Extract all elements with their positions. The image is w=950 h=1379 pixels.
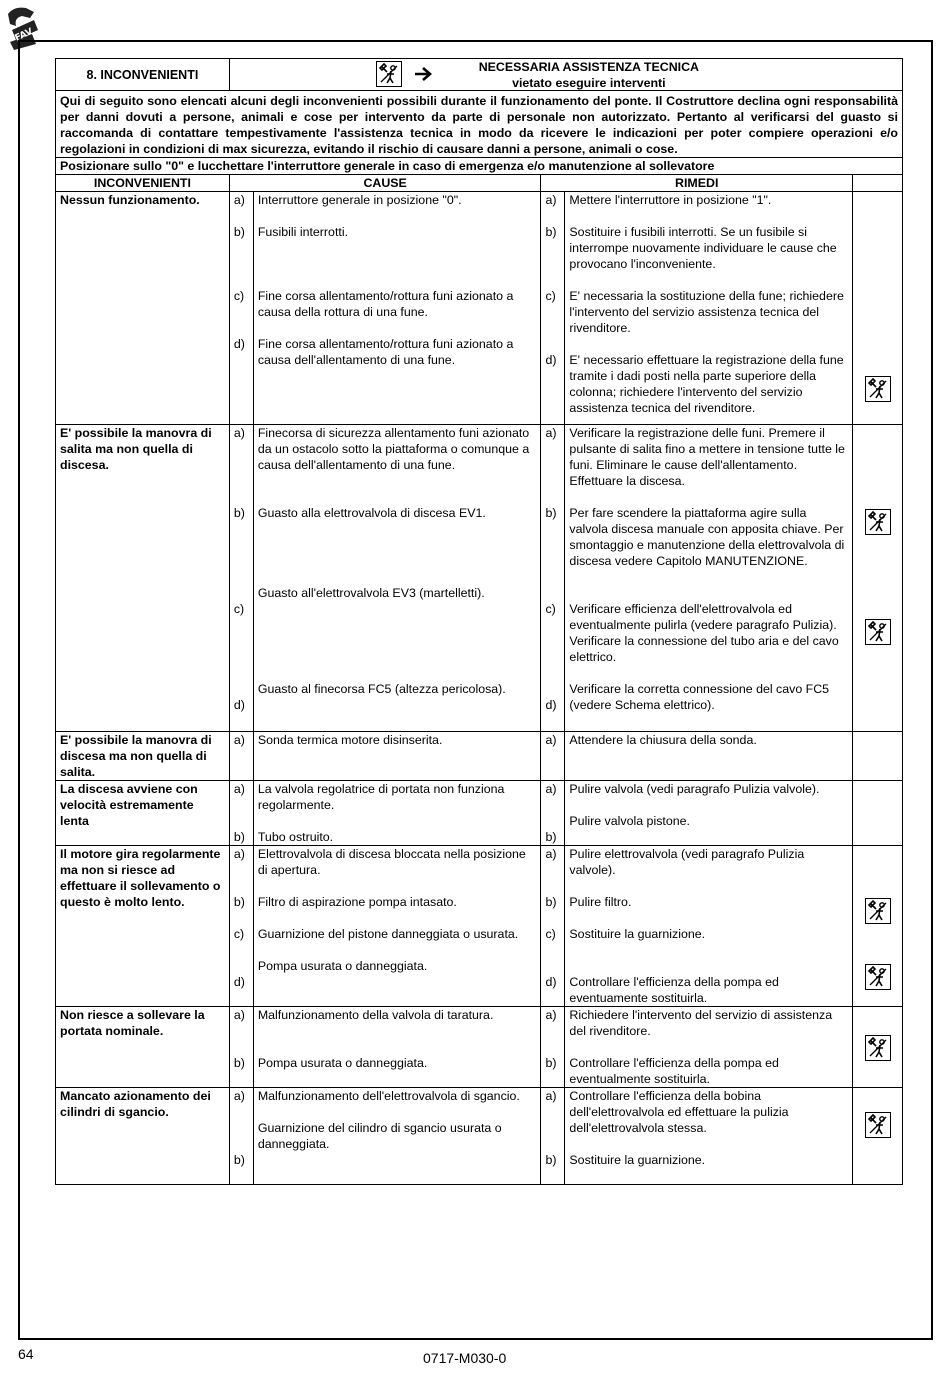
item-label: a) [229,732,253,781]
item-label: b) [545,1056,557,1070]
item-label: c) [545,927,556,941]
item-label: a) [545,1089,557,1103]
svg-text:FAV: FAV [13,26,35,44]
issue-cell: E' possibile la manovra di discesa ma non quella di salita. [56,732,230,781]
table-row [56,1088,903,1185]
item-label: b) [233,506,245,520]
remedy-text: Richiedere l'intervento del servizio di assistenza del rivenditore. [569,1008,833,1038]
remedy-text: Sostituire la guarnizione. [569,927,706,941]
cause-text: Guasto alla elettrovalvola di discesa EV1. [257,506,486,520]
remedy-text: E' necessaria la sostituzione della fune; richiedere l'intervento del servizio assistenza tecnica del rivenditore. [569,289,844,335]
item-label: a) [233,1089,245,1103]
remedy-text: Verificare efficienza dell'elettrovalvola ed eventualmente pulirla (vedere paragrafo Pulizia). [569,602,837,632]
remedy-text: Controllare l'efficienza della pompa ed eventualmente sostituirla. [569,1056,779,1086]
technician-tool-icon [865,1035,891,1061]
assistance-line2: vietato eseguire interventi [512,76,666,90]
column-header-causes: CAUSE [229,175,541,192]
item-label: d) [545,975,557,989]
cause-text: Pompa usurata o danneggiata. [257,959,428,973]
section-title: 8. INCONVENIENTI [56,59,230,91]
cause-text: Guasto al finecorsa FC5 (altezza pericolosa). [257,682,506,696]
table-row [56,781,903,846]
item-label: c) [233,289,245,303]
troubleshooting-table [55,58,903,1185]
item-label: b) [545,830,557,844]
issue-cell: Nessun funzionamento. [56,192,230,425]
remedy-text: Verificare la connessione del tubo aria e del cavo elettrico. [569,634,839,664]
remedy-text: Sostituire la guarnizione. [569,1153,706,1167]
item-label: b) [233,225,245,239]
cause-text: Malfunzionamento dell'elettrovalvola di sgancio. [257,1089,520,1103]
item-label: d) [545,353,557,367]
arrow-right-icon [414,66,434,82]
table-row [56,846,903,1007]
item-label: d) [545,698,557,712]
issue-cell: Mancato azionamento dei cilindri di sgancio. [56,1088,230,1185]
remedy-text: Pulire filtro. [569,895,632,909]
cause-text: Malfunzionamento della valvola di taratura. [257,1008,494,1022]
item-label: a) [233,193,245,207]
remedy-text: Controllare l'efficienza della bobina dell'elettrovalvola ed effettuare la pulizia dell'elettrovalvola stessa. [569,1089,789,1135]
cause-text: Pompa usurata o danneggiata. [257,1056,428,1070]
emergency-text: Posizionare sullo "0" e lucchettare l'interruttore generale in caso di emergenza e/o manutenzione al sollevatore [56,158,903,175]
remedy-text: Sostituire i fusibili interrotti. Se un fusibile si interrompe nuovamente individuare le cause che provocano l'inconveniente. [569,225,837,271]
remedy-text: E' necessario effettuare la registrazione della fune tramite i dadi posti nella parte superiore della colonna; richiedere l'intervento del servizio assistenza tecnica del rivenditore. [569,353,844,415]
cause-text: Guarnizione del pistone danneggiata o usurata. [257,927,519,941]
item-label: b) [545,1153,557,1167]
technician-tool-icon [865,1112,891,1138]
cause-text: Interruttore generale in posizione "0". [257,193,462,207]
document-code: 0717-M030-0 [423,1350,507,1366]
technician-tool-icon [865,509,891,535]
table-row [56,192,903,425]
item-label: b) [545,225,557,239]
remedy-text: Verificare la corretta connessione del cavo FC5 (vedere Schema elettrico). [569,682,830,712]
column-header-issues: INCONVENIENTI [56,175,230,192]
assistance-header [229,59,902,91]
item-label: a) [233,1008,245,1022]
cause-text: La valvola regolatrice di portata non funziona regolarmente. [257,782,505,812]
column-header-remedies: RIMEDI [541,175,853,192]
item-label: c) [233,927,245,941]
item-label: a) [541,732,565,781]
item-label: d) [233,698,245,712]
technician-tool-icon [865,898,891,924]
table-row [56,1007,903,1088]
technician-tool-icon [865,619,891,645]
remedy-text: Pulire valvola (vedi paragrafo Pulizia valvole). [569,782,820,796]
technician-tool-icon [865,964,891,990]
item-label: a) [545,426,557,440]
cause-text: Sonda termica motore disinserita. [253,732,541,781]
issue-cell: La discesa avviene con velocità estremamente lenta [56,781,230,846]
remedy-text: Pulire valvola pistone. [569,814,690,828]
item-label: b) [233,1056,245,1070]
cause-text: Fine corsa allentamento/rottura funi azionato a causa dell'allentamento di una fune. [257,337,514,367]
issue-cell: Il motore gira regolarmente ma non si riesce ad effettuare il sollevamento o questo è molto lento. [56,846,230,1007]
item-label: b) [545,506,557,520]
remedy-text: Attendere la chiusura della sonda. [565,732,853,781]
item-label: a) [233,847,245,861]
item-label: a) [545,847,557,861]
item-label: a) [545,782,557,796]
cause-text: Fusibili interrotti. [257,225,349,239]
item-label: b) [545,895,557,909]
item-label: b) [233,895,245,909]
intro-text: Qui di seguito sono elencati alcuni degli inconvenienti possibili durante il funzionamento del ponte. Il Costruttore declina ogni responsabilità per danni dovuti a persone, animali e cose per intervento da parte di personale non autorizzato. Pertanto al verificarsi del guasto si raccomanda di contattare tempestivamente l'assistenza tecnica in modo da ricevere le indicazioni per poter compiere operazioni e/o regolazioni in condizioni di max sicurezza, evitando il rischio di causare danni a persone, animali o cose. [56,91,903,158]
cause-text: Finecorsa di sicurezza allentamento funi azionato da un ostacolo sotto la piattaforma o comunque a causa dell'allentamento di una fune. [257,426,530,472]
item-label: a) [233,782,245,796]
remedy-text: Verificare la registrazione delle funi. Premere il pulsante di salita fino a mettere in tensione tutte le funi. Eliminare le cause dell'allentamento. Effettuare la discesa. [569,426,845,488]
assistance-line1: NECESSARIA ASSISTENZA TECNICA [478,60,699,74]
cause-text: Filtro di aspirazione pompa intasato. [257,895,457,909]
item-label: d) [233,337,245,351]
remedy-text: Mettere l'interruttore in posizione "1". [569,193,772,207]
cause-text: Guasto all'elettrovalvola EV3 (martelletti). [257,586,485,600]
item-label: c) [545,602,556,616]
remedy-text: Controllare l'efficienza della pompa ed eventuamente sostituirla. [569,975,779,1005]
item-label: b) [233,1153,245,1167]
technician-tool-icon [865,376,891,402]
item-label: a) [545,1008,557,1022]
issue-cell: Non riesce a sollevare la portata nominale. [56,1007,230,1088]
cause-text: Elettrovalvola di discesa bloccata nella posizione di apertura. [257,847,526,877]
table-row [56,425,903,732]
cause-text: Guarnizione del cilindro di sgancio usurata o danneggiata. [257,1121,502,1151]
remedy-text: Per fare scendere la piattaforma agire sulla valvola discesa manuale con apposita chiave. Per smontaggio e manutenzione della elettrovalvola di discesa vedere Capitolo MANUTENZIONE. [569,506,845,568]
item-label: b) [233,830,245,844]
cause-text: Tubo ostruito. [257,830,334,844]
table-row [56,732,903,781]
technician-tool-icon [376,61,402,87]
cause-text: Fine corsa allentamento/rottura funi azionato a causa della rottura di una fune. [257,289,514,319]
remedy-text: Pulire elettrovalvola (vedi paragrafo Pulizia valvole). [569,847,805,877]
item-label: d) [233,975,245,989]
item-label: c) [545,289,556,303]
issue-cell: E' possibile la manovra di salita ma non quella di discesa. [56,425,230,732]
item-label: c) [233,602,245,616]
item-label: a) [545,193,557,207]
page-number: 64 [18,1346,34,1362]
item-label: a) [233,426,245,440]
